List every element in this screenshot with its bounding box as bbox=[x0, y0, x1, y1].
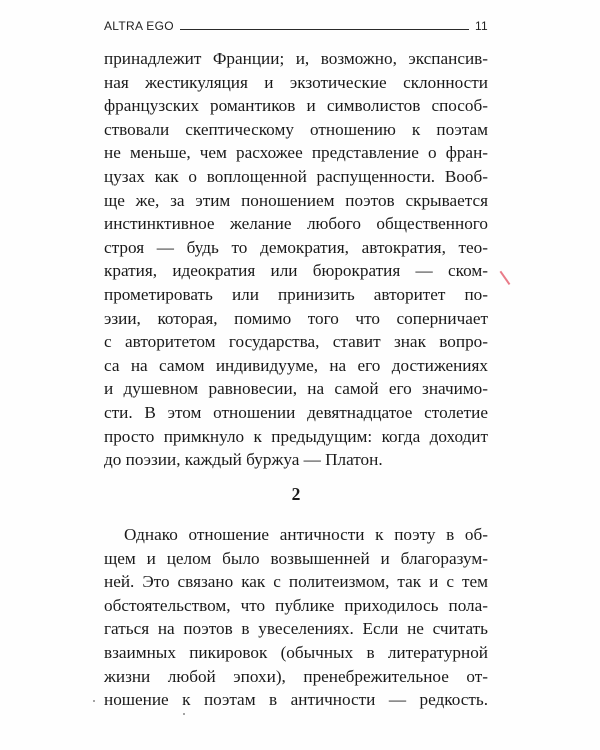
text-line: принадлежит Франции; и, возможно, экспансив- bbox=[104, 49, 488, 68]
text-line: кратия, идеократия или бюрократия — ском- bbox=[104, 261, 488, 281]
text-line: ней. Это связано как с политеизмом, так и с тем bbox=[104, 572, 488, 592]
text-line: и душевном равновесии, на самой его значимо- bbox=[104, 379, 488, 399]
text-line: взаимных пикировок (обычных в литературной bbox=[104, 642, 488, 662]
text-line: са на самом индивидууме, на его достижениях bbox=[104, 355, 488, 375]
text-line: просто примкнуло к предыдущим: когда доходит bbox=[104, 426, 488, 446]
paper-speck bbox=[183, 713, 185, 715]
text-line: прометировать или принизить авторитет по- bbox=[104, 284, 488, 304]
text-line: не меньше, чем расхожее представление о фран- bbox=[104, 143, 488, 163]
text-line: эзии, которая, помимо того что соперничает bbox=[104, 308, 488, 328]
red-pen-mark bbox=[500, 271, 510, 285]
text-line: Однако отношение античности к поэту в об- bbox=[124, 525, 488, 544]
text-line: до поэзии, каждый буржуа — Платон. bbox=[104, 450, 383, 470]
text-line: строя — будь то демократия, автократия, тео- bbox=[104, 237, 488, 257]
header-rule bbox=[180, 29, 469, 30]
paper-speck bbox=[93, 700, 95, 702]
text-line: ще же, за этим поношением поэтов скрывается bbox=[104, 190, 488, 210]
running-header bbox=[104, 13, 488, 33]
text-line: инстинктивное желание любого общественного bbox=[104, 214, 488, 234]
text-line: ствовали скептическому отношению к поэтам bbox=[104, 119, 488, 139]
text-line: цузах как о воплощенной распущенности. Вооб- bbox=[104, 166, 488, 186]
text-line: ная жестикуляция и экзотические склонности bbox=[104, 72, 488, 92]
text-line: щем и целом было возвышенней и благоразум- bbox=[104, 548, 488, 568]
page-number: 11 bbox=[474, 19, 488, 33]
section-number: 2 bbox=[291, 484, 301, 504]
text-line: обстоятельством, что публике приходилось пола- bbox=[104, 595, 488, 615]
text-line: французских романтиков и символистов способ- bbox=[104, 96, 488, 116]
text-line: гаться на поэтов в увеселениях. Если не считать bbox=[104, 619, 488, 639]
running-title: ALTRA EGO bbox=[104, 19, 174, 33]
text-line: с авторитетом государства, ставит знак вопро- bbox=[104, 332, 488, 352]
paragraph-1 bbox=[104, 47, 488, 472]
paragraph-2 bbox=[104, 523, 488, 712]
text-line: ношение к поэтам в античности — редкость. bbox=[104, 690, 488, 710]
text-line: жизни любой эпохи), пренебрежительное от- bbox=[104, 666, 488, 686]
text-line: сти. В этом отношении девятнадцатое столетие bbox=[104, 402, 488, 422]
